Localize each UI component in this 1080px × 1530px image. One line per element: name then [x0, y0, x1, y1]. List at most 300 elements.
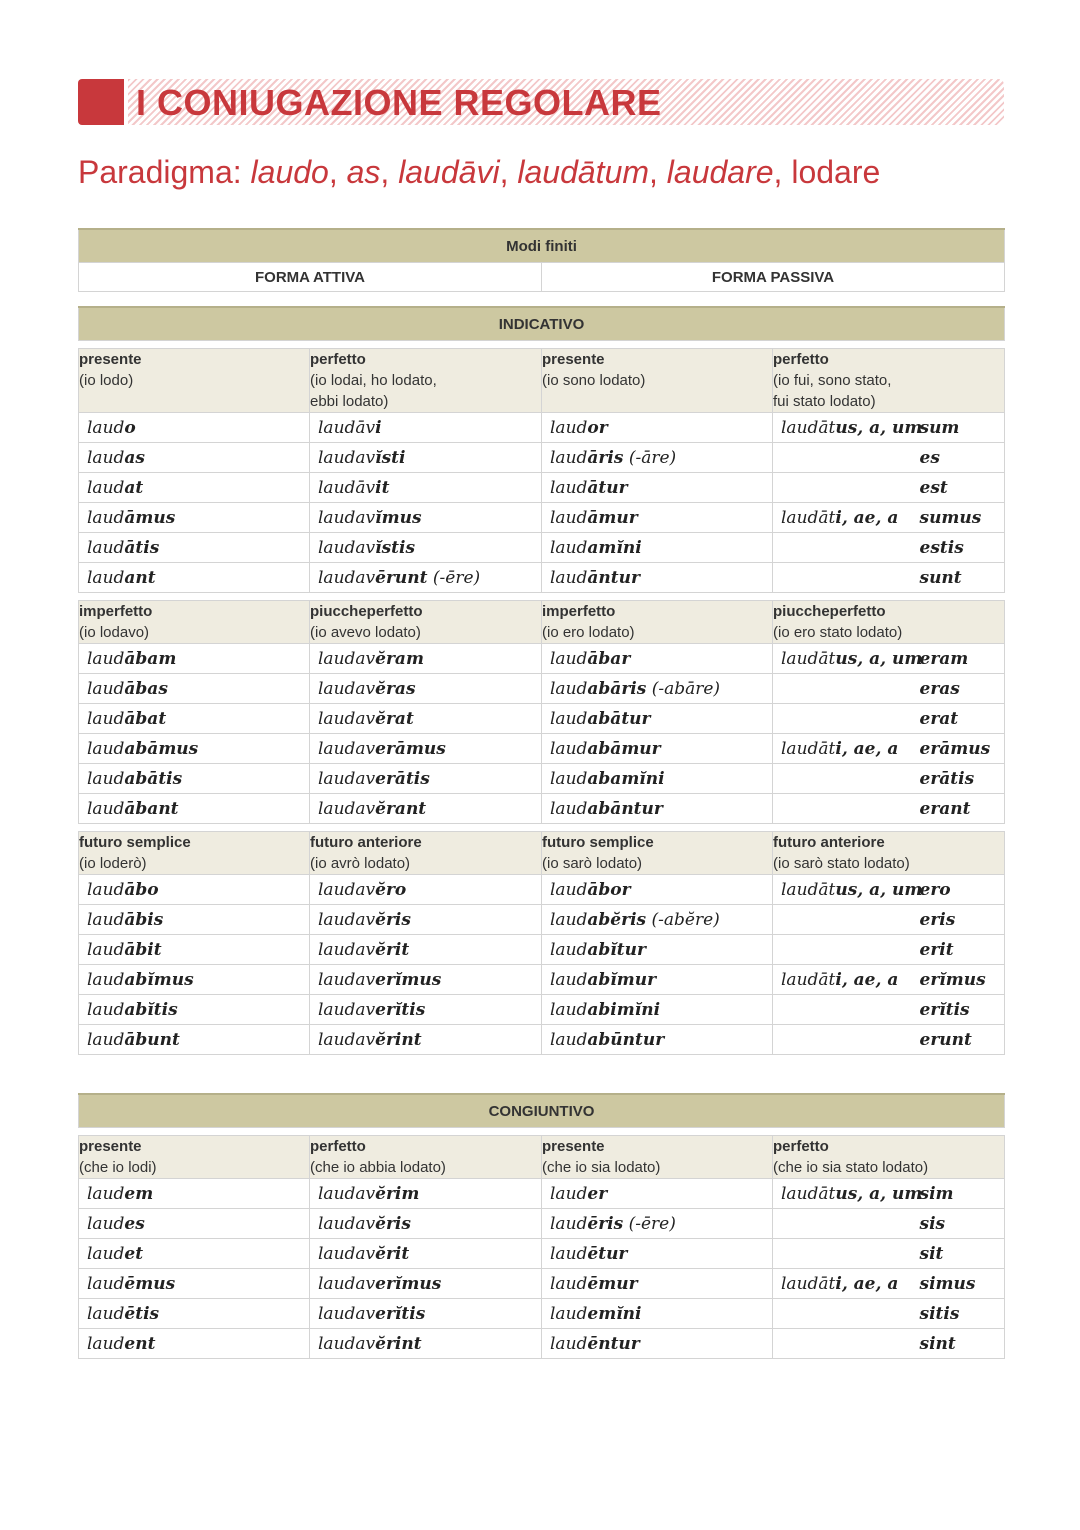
stem: laudāt	[781, 648, 836, 669]
stem: laud	[550, 477, 588, 498]
group-separator	[79, 1128, 1005, 1136]
form-row	[79, 764, 1005, 794]
passive-participle	[773, 935, 916, 965]
stem: laudāt	[781, 879, 836, 900]
active-form-2	[310, 443, 542, 473]
ending: āmur	[587, 507, 638, 528]
ending: erĭmus	[375, 1273, 442, 1294]
active-form-1	[79, 674, 310, 704]
group-separator	[79, 824, 1005, 832]
tense-translation: (io sono lodato)	[542, 372, 646, 389]
ending: emĭni	[587, 1303, 642, 1324]
active-form-2	[310, 995, 542, 1025]
ending: ātis	[124, 537, 160, 558]
tense-translation: (io lodai, ho lodato,	[310, 372, 437, 389]
active-form-1	[79, 563, 310, 593]
ending: ĕris	[375, 909, 411, 930]
form-row	[79, 563, 1005, 593]
stem: laud	[87, 768, 125, 789]
passive-participle	[773, 413, 923, 443]
stem: laud	[550, 999, 588, 1020]
stem: laud	[550, 768, 588, 789]
form-row	[79, 995, 1005, 1025]
page-title-bar	[78, 79, 1004, 125]
ending: es	[124, 1213, 145, 1234]
tense-name: futuro semplice	[79, 834, 191, 851]
stem: laud	[550, 447, 588, 468]
auxiliary-form: sunt	[916, 563, 1005, 593]
ending: ābar	[587, 648, 631, 669]
stem: laudav	[318, 969, 376, 990]
active-form-2	[310, 1239, 542, 1269]
stem: laud	[87, 537, 125, 558]
stem: laud	[550, 1273, 588, 1294]
active-form-1	[79, 443, 310, 473]
stem: laudav	[318, 999, 376, 1020]
stem: laud	[550, 1213, 588, 1234]
stem: laud	[550, 879, 588, 900]
ending: ĕrat	[375, 708, 414, 729]
active-form-1	[79, 503, 310, 533]
auxiliary-form: sumus	[916, 503, 1005, 533]
passive-participle	[773, 794, 916, 824]
tense-name: imperfetto	[79, 603, 153, 620]
ending: i, ae, a	[835, 507, 899, 528]
tense-header-cell	[310, 601, 542, 644]
stem: laud	[87, 738, 125, 759]
passive-form-1	[542, 875, 773, 905]
tense-name: perfetto	[310, 351, 366, 368]
active-form-1	[79, 764, 310, 794]
ending: ētis	[124, 1303, 160, 1324]
stem: laud	[87, 999, 125, 1020]
ending: abāmur	[587, 738, 661, 759]
congiuntivo-band: CONGIUNTIVO	[79, 1094, 1005, 1128]
stem: laud	[87, 1273, 125, 1294]
tense-header-cell	[542, 601, 773, 644]
passive-participle	[773, 533, 916, 563]
ending: abāris	[587, 678, 647, 699]
tense-header-cell	[773, 1136, 1005, 1179]
tense-translation: (io fui, sono stato,	[773, 372, 892, 389]
ending: at	[124, 477, 144, 498]
passive-participle	[773, 1329, 916, 1359]
ending: ēmur	[587, 1273, 638, 1294]
passive-form-1	[542, 443, 773, 473]
auxiliary-form: sit	[916, 1239, 1005, 1269]
form-row	[79, 935, 1005, 965]
ending: abamĭni	[587, 768, 665, 789]
ending: abimĭni	[587, 999, 661, 1020]
active-form-1	[79, 1329, 310, 1359]
stem: laud	[87, 708, 125, 729]
auxiliary-form: simus	[916, 1269, 1005, 1299]
passive-participle	[773, 563, 916, 593]
group-separator	[79, 593, 1005, 601]
tense-name: perfetto	[773, 1138, 829, 1155]
paradigm-comma: ,	[328, 154, 347, 190]
stem: laud	[87, 1213, 125, 1234]
form-row	[79, 1025, 1005, 1055]
ending: ēntur	[587, 1333, 640, 1354]
active-form-2	[310, 965, 542, 995]
ending: us, a, um	[835, 648, 923, 669]
active-form-1	[79, 965, 310, 995]
ending: erĭmus	[375, 969, 442, 990]
passive-participle	[773, 1299, 916, 1329]
active-form-1	[79, 1025, 310, 1055]
active-form-2	[310, 1299, 542, 1329]
ending: ātur	[587, 477, 628, 498]
ending: ĕras	[375, 678, 416, 699]
tense-translation: (io avevo lodato)	[310, 624, 421, 641]
stem: laudav	[318, 879, 376, 900]
variant: (-ēre)	[623, 1213, 676, 1234]
ending: erātis	[375, 768, 430, 789]
tense-translation: (io ero lodato)	[542, 624, 635, 641]
indicativo-band: INDICATIVO	[79, 307, 1005, 341]
form-row	[79, 905, 1005, 935]
tense-name: presente	[542, 1138, 605, 1155]
stem: laud	[87, 909, 125, 930]
active-form-2	[310, 1329, 542, 1359]
form-row	[79, 443, 1005, 473]
ending: ĕrit	[375, 939, 410, 960]
stem: laudāv	[318, 417, 376, 438]
stem: laudav	[318, 939, 376, 960]
stem: laud	[550, 1243, 588, 1264]
passive-form-1	[542, 644, 773, 674]
stem: laud	[550, 1183, 588, 1204]
stem: laud	[87, 879, 125, 900]
ending: us, a, um	[835, 1183, 923, 1204]
stem: laud	[550, 507, 588, 528]
ending: abĕris	[587, 909, 647, 930]
stem: laud	[550, 939, 588, 960]
active-form-2	[310, 1025, 542, 1055]
group-separator	[79, 341, 1005, 349]
variant: (-ēre)	[427, 567, 481, 588]
active-form-2	[310, 704, 542, 734]
active-form-1	[79, 875, 310, 905]
paradigm-form-4: laudātum	[517, 154, 650, 190]
ending: abāmus	[124, 738, 199, 759]
stem: laudav	[318, 507, 376, 528]
modi-header-table	[78, 228, 1005, 292]
tense-name: perfetto	[310, 1138, 366, 1155]
ending: et	[124, 1243, 144, 1264]
ending: abĭtur	[587, 939, 646, 960]
passive-form-1	[542, 503, 773, 533]
form-row	[79, 473, 1005, 503]
tense-name: perfetto	[773, 351, 829, 368]
tense-name: presente	[542, 351, 605, 368]
ending: ent	[124, 1333, 156, 1354]
active-form-1	[79, 734, 310, 764]
tense-header-cell	[79, 601, 310, 644]
ending: ĕrint	[375, 1029, 422, 1050]
passive-form-1	[542, 413, 773, 443]
passive-form-1	[542, 1209, 773, 1239]
stem: laudav	[318, 447, 376, 468]
ending: āris	[587, 447, 624, 468]
form-row	[79, 1209, 1005, 1239]
active-form-1	[79, 1239, 310, 1269]
tense-header-cell	[79, 832, 310, 875]
ending: ĕrint	[375, 1333, 422, 1354]
stem: laud	[550, 678, 588, 699]
stem: laud	[550, 969, 588, 990]
passive-participle	[773, 995, 916, 1025]
ending: i	[375, 417, 382, 438]
ending: er	[587, 1183, 608, 1204]
paradigm-form-1: laudo	[250, 154, 329, 190]
passive-form-1	[542, 1269, 773, 1299]
active-form-1	[79, 1209, 310, 1239]
ending: us, a, um	[835, 879, 923, 900]
passive-participle	[773, 905, 916, 935]
auxiliary-form: eram	[916, 644, 1005, 674]
active-form-1	[79, 473, 310, 503]
paradigm-comma: ,	[649, 154, 667, 190]
tense-translation: (che io sia stato lodato)	[773, 1159, 929, 1176]
auxiliary-form: erātis	[916, 764, 1005, 794]
stem: laudav	[318, 1333, 376, 1354]
stem: laud	[87, 648, 125, 669]
active-form-1	[79, 533, 310, 563]
ending: ĕrant	[375, 798, 427, 819]
active-form-1	[79, 905, 310, 935]
active-form-1	[79, 794, 310, 824]
stem: laud	[550, 798, 588, 819]
passive-form-1	[542, 794, 773, 824]
stem: laudāt	[781, 969, 836, 990]
paradigm-form-2: as	[346, 154, 381, 190]
tense-header-cell	[773, 601, 1005, 644]
ending: ābor	[587, 879, 631, 900]
passive-participle	[773, 674, 916, 704]
tense-translation: (io sarò stato lodato)	[773, 855, 910, 872]
tense-translation: (io ero stato lodato)	[773, 624, 903, 641]
passive-form-1	[542, 1329, 773, 1359]
stem: laud	[87, 417, 125, 438]
form-row	[79, 704, 1005, 734]
passive-participle	[773, 503, 916, 533]
active-form-1	[79, 1179, 310, 1209]
active-form-2	[310, 473, 542, 503]
stem: laud	[87, 939, 125, 960]
stem: laud	[550, 738, 588, 759]
ending: ant	[124, 567, 156, 588]
ending: ĕrit	[375, 1243, 410, 1264]
form-row	[79, 644, 1005, 674]
active-form-2	[310, 674, 542, 704]
active-form-2	[310, 935, 542, 965]
ending: ābat	[124, 708, 167, 729]
ending: erĭtis	[375, 999, 426, 1020]
stem: laudav	[318, 1243, 376, 1264]
passive-participle	[773, 875, 923, 905]
tense-translation: (che io abbia lodato)	[310, 1159, 446, 1176]
auxiliary-form: erāmus	[916, 734, 1005, 764]
tense-name: futuro anteriore	[310, 834, 422, 851]
auxiliary-form: erĭtis	[916, 995, 1005, 1025]
ending: ĕram	[375, 648, 424, 669]
congiuntivo-table	[78, 1093, 1005, 1359]
active-form-1	[79, 1299, 310, 1329]
tense-translation: (che io lodi)	[79, 1159, 157, 1176]
stem: laudav	[318, 1029, 376, 1050]
tense-header-row	[79, 349, 1005, 413]
stem: laud	[550, 1029, 588, 1050]
active-form-2	[310, 563, 542, 593]
tense-header-row	[79, 601, 1005, 644]
ending: ābam	[124, 648, 177, 669]
stem: laudāv	[318, 477, 376, 498]
form-row	[79, 533, 1005, 563]
ending: erāmus	[375, 738, 446, 759]
tense-header-cell	[773, 832, 1005, 875]
auxiliary-form: estis	[916, 533, 1005, 563]
passive-participle	[773, 704, 916, 734]
ending: ērunt	[375, 567, 428, 588]
ending: ĭmus	[375, 507, 422, 528]
ending: i, ae, a	[835, 1273, 899, 1294]
stem: laudav	[318, 1273, 376, 1294]
passive-participle	[773, 443, 916, 473]
ending: ēris	[587, 1213, 624, 1234]
ending: ābit	[124, 939, 162, 960]
active-form-1	[79, 644, 310, 674]
ending: abāntur	[587, 798, 663, 819]
active-form-2	[310, 734, 542, 764]
stem: laudāt	[781, 1273, 836, 1294]
passive-form-1	[542, 965, 773, 995]
ending: i, ae, a	[835, 969, 899, 990]
ending: abātur	[587, 708, 651, 729]
auxiliary-form: ero	[916, 875, 1005, 905]
auxiliary-form: eris	[916, 905, 1005, 935]
paradigm-meaning: lodare	[791, 154, 881, 190]
passive-form-1	[542, 704, 773, 734]
ending: ābas	[124, 678, 168, 699]
passive-participle	[773, 1025, 916, 1055]
ending: ĭstis	[375, 537, 416, 558]
paradigm-line	[78, 150, 880, 194]
stem: laud	[550, 567, 588, 588]
stem: laudav	[318, 1213, 376, 1234]
passive-form-1	[542, 1299, 773, 1329]
stem: laud	[550, 909, 588, 930]
auxiliary-form: sim	[916, 1179, 1005, 1209]
tense-header-cell	[310, 349, 542, 413]
tense-header-cell	[542, 349, 773, 413]
passive-participle	[773, 1239, 916, 1269]
forma-attiva-header: FORMA ATTIVA	[79, 263, 542, 292]
auxiliary-form: es	[916, 443, 1005, 473]
ending: us, a, um	[835, 417, 923, 438]
active-form-2	[310, 875, 542, 905]
ending: o	[124, 417, 136, 438]
active-form-2	[310, 764, 542, 794]
ending: abĭmus	[124, 969, 194, 990]
form-row	[79, 1299, 1005, 1329]
active-form-2	[310, 413, 542, 443]
passive-form-1	[542, 1179, 773, 1209]
passive-form-1	[542, 473, 773, 503]
passive-form-1	[542, 1239, 773, 1269]
stem: laudav	[318, 567, 376, 588]
stem: laudav	[318, 537, 376, 558]
form-row	[79, 794, 1005, 824]
ending: i, ae, a	[835, 738, 899, 759]
stem: laud	[87, 1243, 125, 1264]
auxiliary-form: est	[916, 473, 1005, 503]
ending: ētur	[587, 1243, 628, 1264]
stem: laud	[87, 477, 125, 498]
variant: (-abāre)	[646, 678, 721, 699]
active-form-1	[79, 935, 310, 965]
tense-translation: (io lodo)	[79, 372, 134, 389]
tense-header-cell	[310, 1136, 542, 1179]
passive-participle	[773, 1269, 916, 1299]
ending: ĕrim	[375, 1183, 420, 1204]
stem: laudāt	[781, 507, 836, 528]
active-form-2	[310, 1209, 542, 1239]
variant: (-āre)	[623, 447, 677, 468]
stem: laudav	[318, 1303, 376, 1324]
ending: as	[124, 447, 145, 468]
form-row	[79, 965, 1005, 995]
form-row	[79, 875, 1005, 905]
form-row	[79, 1269, 1005, 1299]
paradigm-comma: ,	[380, 154, 399, 190]
stem: laud	[87, 1029, 125, 1050]
tense-name: piuccheperfetto	[773, 603, 886, 620]
stem: laud	[550, 1303, 588, 1324]
stem: laudav	[318, 738, 376, 759]
active-form-2	[310, 644, 542, 674]
tense-header-cell	[79, 349, 310, 413]
title-marker	[78, 79, 124, 125]
active-form-1	[79, 1269, 310, 1299]
stem: laud	[87, 798, 125, 819]
tense-header-row	[79, 832, 1005, 875]
tense-name: presente	[79, 1138, 142, 1155]
modi-finiti-band: Modi finiti	[79, 229, 1005, 263]
auxiliary-form: sitis	[916, 1299, 1005, 1329]
tense-translation: fui stato lodato)	[773, 393, 876, 410]
stem: laud	[87, 969, 125, 990]
ending: em	[124, 1183, 154, 1204]
tense-header-cell	[542, 832, 773, 875]
passive-participle	[773, 644, 923, 674]
tense-translation: ebbi lodato)	[310, 393, 389, 410]
stem: laud	[87, 507, 125, 528]
active-form-2	[310, 905, 542, 935]
active-form-2	[310, 1179, 542, 1209]
auxiliary-form: erat	[916, 704, 1005, 734]
ending: āntur	[587, 567, 640, 588]
ending: or	[587, 417, 608, 438]
stem: laud	[550, 417, 588, 438]
form-row	[79, 674, 1005, 704]
tense-header-cell	[542, 1136, 773, 1179]
form-row	[79, 734, 1005, 764]
active-form-2	[310, 1269, 542, 1299]
stem: laud	[550, 1333, 588, 1354]
tense-name: futuro anteriore	[773, 834, 885, 851]
